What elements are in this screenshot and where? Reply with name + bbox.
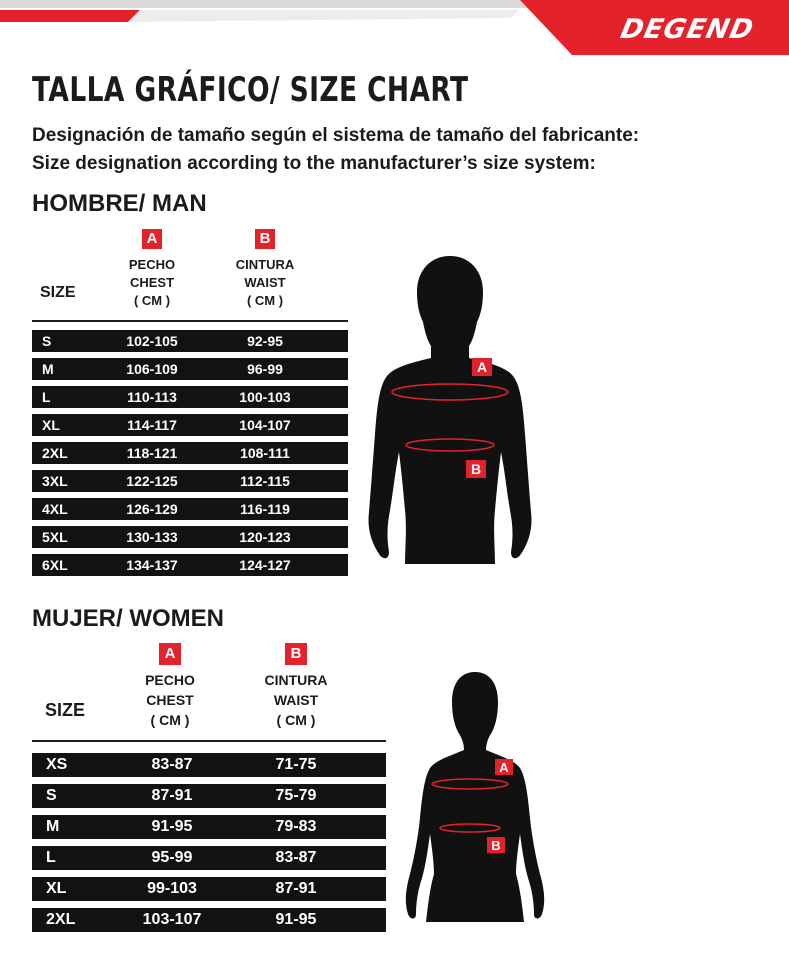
chest-cell: 118-121 <box>126 445 178 461</box>
size-cell: M <box>46 818 60 835</box>
waist-badge: B <box>285 643 307 665</box>
chest-label-es: PECHO <box>145 672 195 688</box>
table-row <box>32 330 348 352</box>
waist-label-es: CINTURA <box>264 672 328 688</box>
waist-cell: 71-75 <box>275 756 317 773</box>
size-column-header: SIZE <box>40 284 76 301</box>
table-row <box>32 358 348 380</box>
waist-cell: 83-87 <box>275 849 317 866</box>
marker-b-label: B <box>491 838 501 853</box>
chest-cell: 122-125 <box>126 473 178 489</box>
size-cell: L <box>42 389 51 405</box>
size-cell: XL <box>46 880 67 897</box>
table-row <box>32 877 386 901</box>
size-cell: XS <box>46 756 68 773</box>
chest-label-en: CHEST <box>146 692 194 708</box>
chest-cell: 103-107 <box>142 911 202 928</box>
waist-column-header <box>220 256 310 310</box>
size-cell: S <box>46 787 57 804</box>
size-cell: 6XL <box>42 557 68 573</box>
chest-label-en: CHEST <box>129 275 175 290</box>
size-cell: 4XL <box>42 501 68 517</box>
waist-column-header <box>250 670 342 730</box>
chest-cell: 87-91 <box>151 787 193 804</box>
chest-cell: 130-133 <box>126 529 178 545</box>
chest-badge: A <box>159 643 181 665</box>
size-cell: 5XL <box>42 529 68 545</box>
size-cell: 2XL <box>42 445 68 461</box>
waist-cell: 79-83 <box>275 818 317 835</box>
waist-cell: 92-95 <box>247 333 283 349</box>
chest-cell: 83-87 <box>151 756 193 773</box>
chest-unit: ( CM ) <box>150 712 190 728</box>
chest-column-header <box>125 670 215 730</box>
table-row <box>32 442 348 464</box>
table-row <box>32 908 386 932</box>
waist-label-es: CINTURA <box>235 257 295 272</box>
table-row <box>32 815 386 839</box>
waist-cell: 104-107 <box>239 417 291 433</box>
waist-badge: B <box>255 229 275 249</box>
men-section-title: HOMBRE/ MAN <box>32 190 207 217</box>
waist-cell: 96-99 <box>247 361 283 377</box>
chest-badge: A <box>142 229 162 249</box>
table-row <box>32 846 386 870</box>
description-en: Size designation according to the manufacturer’s size system: <box>32 153 596 174</box>
chest-cell: 91-95 <box>151 818 193 835</box>
table-row <box>32 753 386 777</box>
table-row <box>32 498 348 520</box>
chest-cell: 126-129 <box>126 501 178 517</box>
marker-b-label: B <box>470 461 482 477</box>
waist-cell: 116-119 <box>240 501 290 517</box>
size-cell: XL <box>42 417 60 433</box>
chest-cell: 114-117 <box>127 417 177 433</box>
size-column-header: SIZE <box>45 700 86 720</box>
chest-unit: ( CM ) <box>133 293 171 308</box>
waist-label-en: WAIST <box>244 275 286 290</box>
size-cell: M <box>42 361 54 377</box>
table-row <box>32 554 348 576</box>
waist-unit: ( CM ) <box>246 293 284 308</box>
waist-cell: 120-123 <box>239 529 291 545</box>
size-cell: 3XL <box>42 473 68 489</box>
chest-cell: 102-105 <box>126 333 178 349</box>
waist-unit: ( CM ) <box>276 712 316 728</box>
header-divider <box>32 740 386 742</box>
size-cell: S <box>42 333 52 349</box>
waist-cell: 108-111 <box>240 445 290 461</box>
table-row <box>32 470 348 492</box>
marker-a-label: A <box>476 359 488 375</box>
chest-column-header <box>112 256 192 310</box>
table-row <box>32 526 348 548</box>
chest-cell: 95-99 <box>151 849 193 866</box>
waist-label-en: WAIST <box>273 692 319 708</box>
male-silhouette-icon <box>365 248 535 570</box>
chest-label-es: PECHO <box>128 257 176 272</box>
marker-a-label: A <box>499 760 509 775</box>
description-es: Designación de tamaño según el sistema de tamaño del fabricante: <box>32 125 640 146</box>
table-row <box>32 784 386 808</box>
women-section-title: MUJER/ WOMEN <box>32 605 224 632</box>
waist-cell: 124-127 <box>239 557 291 573</box>
header-divider <box>32 320 348 322</box>
brand-logo: DEGEND <box>617 14 757 45</box>
waist-cell: 75-79 <box>275 787 317 804</box>
female-silhouette-icon <box>400 668 550 930</box>
size-cell: 2XL <box>46 911 76 928</box>
chest-cell: 106-109 <box>126 361 178 377</box>
page-title: TALLA GRÁFICO/ SIZE CHART <box>32 70 469 110</box>
waist-cell: 87-91 <box>275 880 317 897</box>
waist-cell: 91-95 <box>275 911 317 928</box>
waist-cell: 112-115 <box>240 473 290 489</box>
chest-cell: 110-113 <box>127 389 177 405</box>
waist-cell: 100-103 <box>239 389 291 405</box>
chest-cell: 134-137 <box>126 557 178 573</box>
chest-cell: 99-103 <box>147 880 197 897</box>
table-row <box>32 386 348 408</box>
table-row <box>32 414 348 436</box>
size-cell: L <box>46 849 56 866</box>
